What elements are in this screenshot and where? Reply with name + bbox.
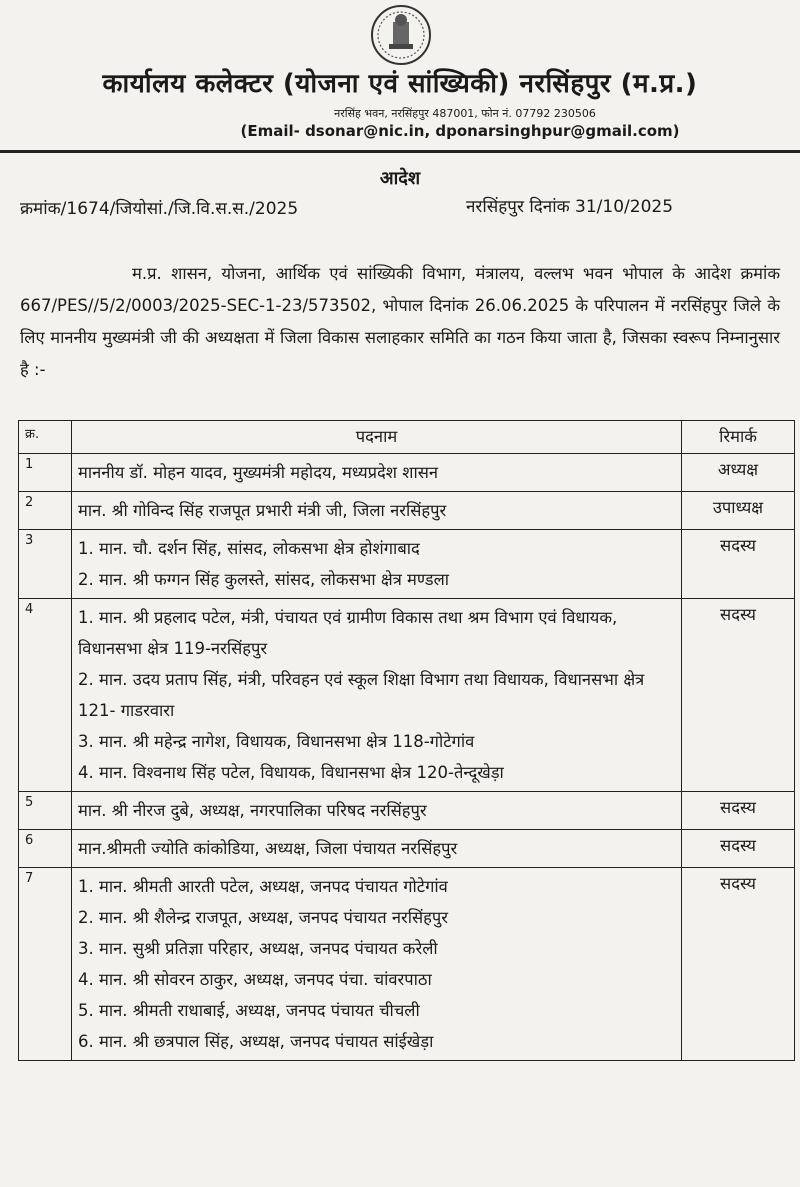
row-members: [72, 830, 682, 868]
member-entry: 2. मान. उदय प्रताप सिंह, मंत्री, परिवहन एवं स्कूल शिक्षा विभाग तथा विधायक, विधानसभा क्षेत्र 121- गाडरवारा: [78, 670, 645, 720]
table-row: [19, 830, 795, 868]
header-sn: क्र.: [19, 421, 72, 454]
row-members: [72, 599, 682, 792]
member-entry: 4. मान. श्री सोवरन ठाकुर, अध्यक्ष, जनपद पंचा. चांवरपाठा: [78, 970, 432, 989]
member-entry: 4. मान. विश्वनाथ सिंह पटेल, विधायक, विधानसभा क्षेत्र 120-तेन्दूखेड़ा: [78, 763, 504, 782]
table-row: [19, 492, 795, 530]
order-body: [20, 258, 780, 386]
header-remark: रिमार्क: [682, 421, 795, 454]
member-entry: 1. मान. श्रीमती आरती पटेल, अध्यक्ष, जनपद पंचायत गोटेगांव: [78, 877, 448, 896]
row-sn: 4: [19, 599, 72, 792]
row-sn: 7: [19, 868, 72, 1061]
table-row: [19, 868, 795, 1061]
row-sn: 6: [19, 830, 72, 868]
table-row: [19, 530, 795, 599]
row-remark: अध्यक्ष: [682, 454, 795, 492]
table-row: [19, 792, 795, 830]
row-remark: सदस्य: [682, 530, 795, 599]
member-entry: 3. मान. श्री महेन्द्र नागेश, विधायक, विधानसभा क्षेत्र 118-गोटेगांव: [78, 732, 475, 751]
row-remark: सदस्य: [682, 830, 795, 868]
order-body-text: म.प्र. शासन, योजना, आर्थिक एवं सांख्यिकी विभाग, मंत्रालय, वल्लभ भवन भोपाल के आदेश क्रमांक 667/PES//5/2/0003/2025-SEC-1-23/573502, भोपाल दिनांक 26.06.2025 के परिपालन में नरसिंहपुर जिले के लिए माननीय मुख्यमंत्री जी की अध्यक्षता में जिला विकास सलाहकार समिति का गठन किया जाता है, जिसका स्वरूप निम्नानुसार है :-: [20, 264, 780, 379]
order-date: नरसिंहपुर दिनांक 31/10/2025: [466, 197, 674, 217]
member-entry: 2. मान. श्री फग्गन सिंह कुलस्ते, सांसद, लोकसभा क्षेत्र मण्डला: [78, 570, 450, 589]
header-designation: पदनाम: [72, 421, 682, 454]
row-sn: 3: [19, 530, 72, 599]
member-entry: मान. श्री नीरज दुबे, अध्यक्ष, नगरपालिका परिषद नरसिंहपुर: [78, 801, 427, 820]
member-entry: 2. मान. श्री शैलेन्द्र राजपूत, अध्यक्ष, जनपद पंचायत नरसिंहपुर: [78, 908, 449, 927]
order-number: क्रमांक/1674/जियोसां./जि.वि.स.स./2025: [20, 199, 299, 219]
row-members: [72, 868, 682, 1061]
row-sn: 2: [19, 492, 72, 530]
row-members: [72, 492, 682, 530]
member-entry: 5. मान. श्रीमती राधाबाई, अध्यक्ष, जनपद पंचायत चीचली: [78, 1001, 420, 1020]
table-row: [19, 454, 795, 492]
member-entry: 3. मान. सुश्री प्रतिज्ञा परिहार, अध्यक्ष, जनपद पंचायत करेली: [78, 939, 438, 958]
row-remark: सदस्य: [682, 792, 795, 830]
member-entry: 6. मान. श्री छत्रपाल सिंह, अध्यक्ष, जनपद पंचायत सांईखेड़ा: [78, 1032, 434, 1051]
row-remark: सदस्य: [682, 599, 795, 792]
committee-table: [18, 420, 795, 1061]
member-entry: 1. मान. चौ. दर्शन सिंह, सांसद, लोकसभा क्षेत्र होशंगाबाद: [78, 539, 420, 558]
row-members: [72, 530, 682, 599]
office-address: नरसिंह भवन, नरसिंहपुर 487001, फोन नं. 07792 230506: [334, 107, 596, 120]
table-row: [19, 599, 795, 792]
state-emblem-icon: [368, 4, 434, 66]
row-members: [72, 792, 682, 830]
office-email: (Email- dsonar@nic.in, dponarsinghpur@gmail.com): [240, 122, 680, 140]
order-heading: आदेश: [379, 168, 421, 189]
member-entry: मान. श्री गोविन्द सिंह राजपूत प्रभारी मंत्री जी, जिला नरसिंहपुर: [78, 501, 447, 520]
row-sn: 5: [19, 792, 72, 830]
row-remark: उपाध्यक्ष: [682, 492, 795, 530]
table-header-row: [19, 421, 795, 454]
row-sn: 1: [19, 454, 72, 492]
office-title: कार्यालय कलेक्टर (योजना एवं सांख्यिकी) नरसिंहपुर (म.प्र.): [102, 69, 698, 99]
member-entry: 1. मान. श्री प्रहलाद पटेल, मंत्री, पंचायत एवं ग्रामीण विकास तथा श्रम विभाग एवं विधायक, विधानसभा क्षेत्र 119-नरसिंहपुर: [78, 608, 618, 658]
member-entry: मान.श्रीमती ज्योति कांकोडिया, अध्यक्ष, जिला पंचायत नरसिंहपुर: [78, 839, 458, 858]
row-remark: सदस्य: [682, 868, 795, 1061]
row-members: [72, 454, 682, 492]
member-entry: माननीय डॉ. मोहन यादव, मुख्यमंत्री महोदय, मध्यप्रदेश शासन: [78, 463, 439, 482]
header-divider: [0, 150, 800, 153]
